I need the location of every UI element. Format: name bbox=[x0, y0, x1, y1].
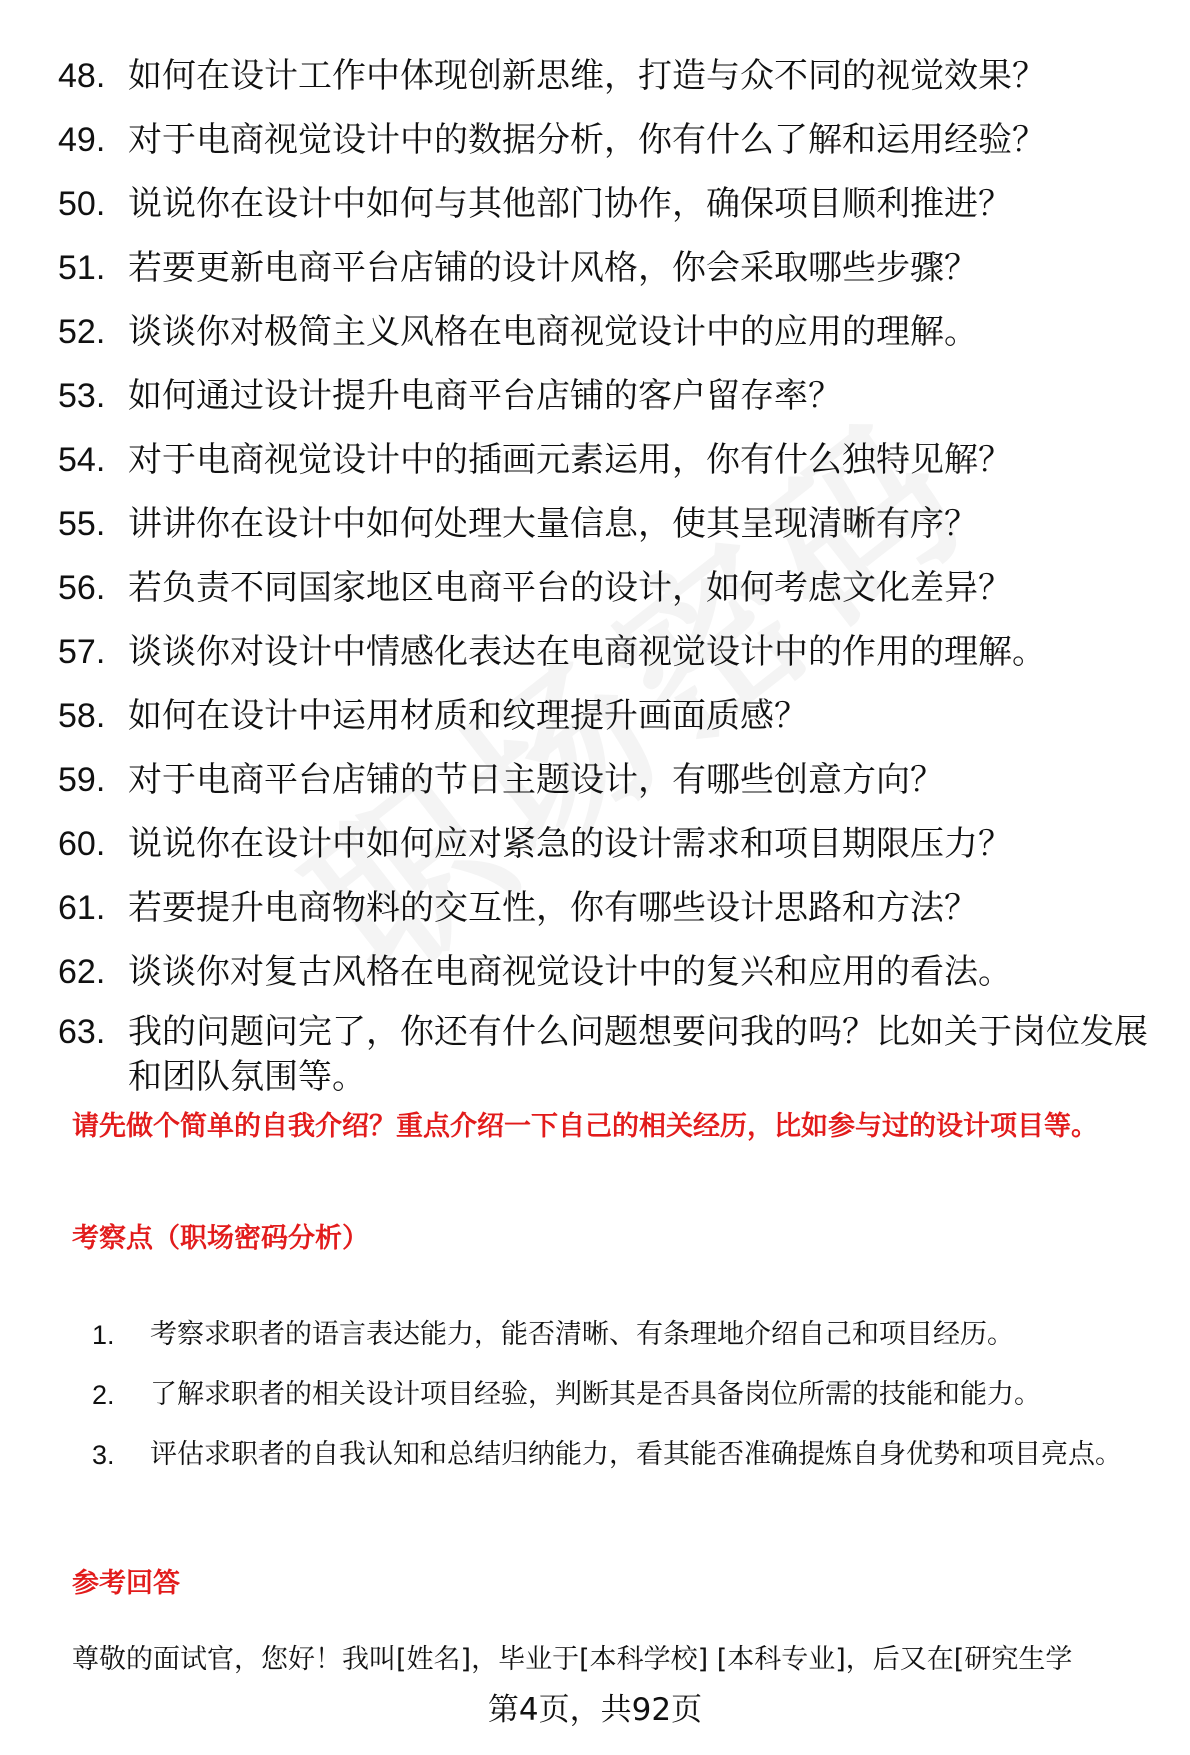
question-number: 53. bbox=[58, 377, 106, 415]
question-text: 谈谈你对设计中情感化表达在电商视觉设计中的作用的理解。 bbox=[128, 632, 1046, 672]
question-heading: 请先做个简单的自我介绍？重点介绍一下自己的相关经历，比如参与过的设计项目等。 bbox=[72, 1111, 1098, 1142]
list-item bbox=[58, 562, 1148, 615]
question-number: 63. bbox=[58, 1013, 106, 1051]
list-item bbox=[58, 114, 1148, 167]
list-item bbox=[72, 1425, 1162, 1485]
list-item bbox=[72, 1305, 1162, 1365]
question-list bbox=[58, 50, 1148, 1111]
points-list bbox=[72, 1305, 1162, 1485]
point-text: 了解求职者的相关设计项目经验，判断其是否具备岗位所需的技能和能力。 bbox=[150, 1379, 1041, 1410]
question-number: 51. bbox=[58, 249, 106, 287]
question-number: 60. bbox=[58, 825, 106, 863]
question-text: 若要更新电商平台店铺的设计风格，你会采取哪些步骤？ bbox=[128, 248, 978, 288]
list-item bbox=[58, 626, 1148, 679]
question-text: 谈谈你对极简主义风格在电商视觉设计中的应用的理解。 bbox=[128, 312, 978, 352]
question-text: 如何在设计中运用材质和纹理提升画面质感？ bbox=[128, 696, 808, 736]
list-item bbox=[58, 498, 1148, 551]
question-text: 若负责不同国家地区电商平台的设计，如何考虑文化差异？ bbox=[128, 568, 1012, 608]
list-item bbox=[58, 242, 1148, 295]
question-text: 我的问题问完了，你还有什么问题想要问我的吗？比如关于岗位发展和团队氛围等。 bbox=[128, 1012, 1148, 1097]
question-text: 对于电商视觉设计中的插画元素运用，你有什么独特见解？ bbox=[128, 440, 1012, 480]
answer-text: 尊敬的面试官，您好！我叫[姓名]，毕业于[本科学校] [本科专业]，后又在[研究生学 bbox=[72, 1644, 1073, 1675]
list-item bbox=[58, 1010, 1148, 1100]
list-item bbox=[72, 1365, 1162, 1425]
question-number: 59. bbox=[58, 761, 106, 799]
list-item bbox=[58, 178, 1148, 231]
list-item bbox=[58, 946, 1148, 999]
list-item bbox=[58, 434, 1148, 487]
question-text: 对于电商视觉设计中的数据分析，你有什么了解和运用经验？ bbox=[128, 120, 1046, 160]
list-item bbox=[58, 306, 1148, 359]
question-number: 56. bbox=[58, 569, 106, 607]
question-number: 57. bbox=[58, 633, 106, 671]
list-item bbox=[58, 754, 1148, 807]
question-number: 49. bbox=[58, 121, 106, 159]
question-text: 对于电商平台店铺的节日主题设计，有哪些创意方向？ bbox=[128, 760, 944, 800]
list-item bbox=[58, 818, 1148, 871]
point-number: 2. bbox=[92, 1380, 115, 1410]
question-text: 如何在设计工作中体现创新思维，打造与众不同的视觉效果？ bbox=[128, 56, 1046, 96]
list-item bbox=[58, 370, 1148, 423]
points-heading: 考察点（职场密码分析） bbox=[72, 1223, 369, 1254]
question-number: 55. bbox=[58, 505, 106, 543]
question-number: 48. bbox=[58, 57, 106, 95]
question-number: 58. bbox=[58, 697, 106, 735]
list-item bbox=[58, 50, 1148, 103]
question-text: 如何通过设计提升电商平台店铺的客户留存率？ bbox=[128, 376, 842, 416]
question-number: 54. bbox=[58, 441, 106, 479]
answer-heading: 参考回答 bbox=[72, 1568, 180, 1599]
question-number: 50. bbox=[58, 185, 106, 223]
question-text: 说说你在设计中如何应对紧急的设计需求和项目期限压力？ bbox=[128, 824, 1012, 864]
question-number: 62. bbox=[58, 953, 106, 991]
question-text: 讲讲你在设计中如何处理大量信息，使其呈现清晰有序？ bbox=[128, 504, 978, 544]
question-number: 61. bbox=[58, 889, 106, 927]
question-number: 52. bbox=[58, 313, 106, 351]
point-text: 考察求职者的语言表达能力，能否清晰、有条理地介绍自己和项目经历。 bbox=[150, 1319, 1014, 1350]
question-text: 若要提升电商物料的交互性，你有哪些设计思路和方法？ bbox=[128, 888, 978, 928]
question-text: 谈谈你对复古风格在电商视觉设计中的复兴和应用的看法。 bbox=[128, 952, 1012, 992]
question-text: 说说你在设计中如何与其他部门协作，确保项目顺利推进？ bbox=[128, 184, 1012, 224]
point-number: 3. bbox=[92, 1440, 115, 1470]
point-text: 评估求职者的自我认知和总结归纳能力，看其能否准确提炼自身优势和项目亮点。 bbox=[150, 1439, 1122, 1470]
point-number: 1. bbox=[92, 1320, 115, 1350]
list-item bbox=[58, 882, 1148, 935]
list-item bbox=[58, 690, 1148, 743]
page-footer: 第4页，共92页 bbox=[487, 1692, 703, 1728]
